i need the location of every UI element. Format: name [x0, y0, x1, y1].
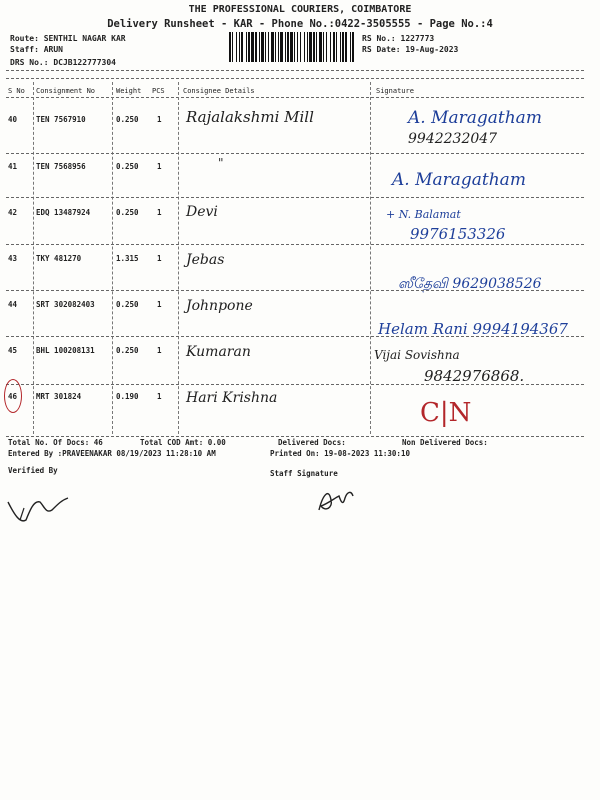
col-header-sno: S No: [8, 87, 25, 95]
total-docs: Total No. Of Docs: 46: [8, 438, 103, 447]
row-consignee: Devi: [186, 204, 218, 220]
row-divider: [6, 290, 584, 291]
table-bottom-rule: [6, 436, 584, 437]
row-divider: [6, 197, 584, 198]
non-delivered-docs: Non Delivered Docs:: [402, 438, 488, 447]
col-header-weight: Weight: [116, 87, 142, 95]
row-pcs: 1: [157, 115, 162, 124]
row-signature: Helam Rani 9994194367: [378, 320, 568, 338]
row-consignee: Jebas: [186, 252, 225, 268]
row-signature-name: A. Maragatham: [408, 108, 542, 128]
staff-label: Staff: ARUN: [10, 45, 63, 54]
barcode: [228, 32, 356, 64]
row-consignment: TKY 481270: [36, 254, 82, 263]
col-divider: [370, 82, 371, 434]
row-signature-phone: 9842976868.: [424, 367, 525, 385]
row-pcs: 1: [157, 254, 162, 263]
row-sno: 45: [8, 346, 18, 355]
row-weight: 0.250: [116, 115, 139, 124]
row-weight: 0.190: [116, 392, 139, 401]
row-sno: 44: [8, 300, 18, 309]
row-pcs: 1: [157, 392, 162, 401]
row-sno: 42: [8, 208, 18, 217]
row-pcs: 1: [157, 162, 162, 171]
row-consignee: Rajalakshmi Mill: [186, 108, 314, 126]
drs-number: DRS No.: DCJB122777304: [10, 58, 116, 67]
row-divider: [6, 244, 584, 245]
row-signature-cn: C|N: [420, 398, 472, 428]
row-consignment: TEN 7568956: [36, 162, 86, 171]
row-signature-phone: 9976153326: [410, 225, 506, 243]
row-consignment: SRT 302082403: [36, 300, 95, 309]
row-signature-name: A. Maragatham: [392, 170, 526, 190]
row-pcs: 1: [157, 208, 162, 217]
row-weight: 0.250: [116, 300, 139, 309]
col-header-pcs: PCS: [152, 87, 165, 95]
row-pcs: 1: [157, 300, 162, 309]
table-top-rule: [6, 70, 584, 71]
row-divider: [6, 153, 584, 154]
row-weight: 0.250: [116, 208, 139, 217]
row-consignee: Hari Krishna: [186, 390, 278, 406]
staff-signature-mark: [305, 478, 365, 520]
row-signature-name: Vijai Sovishna: [374, 348, 460, 362]
row-sno: 46: [8, 392, 18, 401]
col-header-consignment: Consignment No: [36, 87, 96, 95]
row-divider: [6, 384, 584, 385]
rs-number: RS No.: 1227773: [362, 34, 435, 43]
row-consignee: Kumaran: [186, 344, 251, 360]
row-signature-phone: 9942232047: [408, 131, 498, 147]
row-consignment: BHL 100208131: [36, 346, 95, 355]
col-header-signature: Signature: [376, 87, 414, 95]
table-top-rule-2: [6, 78, 584, 79]
runsheet-title: Delivery Runsheet - KAR - Phone No.:0422-3505555 - Page No.:4: [107, 18, 493, 30]
route-label: Route: SENTHIL NAGAR KAR: [10, 34, 126, 43]
total-cod: Total COD Amt: 0.00: [140, 438, 226, 447]
col-header-consignee: Consignee Details: [183, 87, 255, 95]
rs-date: RS Date: 19-Aug-2023: [362, 45, 459, 54]
row-sno: 40: [8, 115, 18, 124]
row-weight: 0.250: [116, 346, 139, 355]
row-consignee: Johnpone: [186, 298, 253, 314]
row-signature-name: + N. Balamat: [386, 208, 461, 221]
staff-signature-label: Staff Signature: [270, 469, 338, 478]
col-divider: [33, 82, 34, 434]
row-weight: 1.315: [116, 254, 139, 263]
row-sno: 43: [8, 254, 18, 263]
verified-by-label: Verified By: [8, 466, 58, 475]
delivered-docs: Delivered Docs:: [278, 438, 346, 447]
entered-by: Entered By :PRAVEENAKAR 08/19/2023 11:28:10 AM: [8, 449, 216, 458]
col-divider: [112, 82, 113, 434]
printed-on: Printed On: 19-08-2023 11:30:10: [270, 449, 410, 458]
header-bottom-rule: [6, 97, 584, 98]
row-sno: 41: [8, 162, 18, 171]
company-name: THE PROFESSIONAL COURIERS, COIMBATORE: [188, 4, 412, 15]
row-consignee: ": [218, 156, 224, 170]
row-pcs: 1: [157, 346, 162, 355]
row-signature: ஸீதேவி 9629038526: [398, 276, 542, 292]
row-consignment: MRT 301824: [36, 392, 82, 401]
col-divider: [178, 82, 179, 434]
verified-signature: [0, 480, 80, 540]
row-weight: 0.250: [116, 162, 139, 171]
row-consignment: EDQ 13487924: [36, 208, 91, 217]
row-consignment: TEN 7567910: [36, 115, 86, 124]
